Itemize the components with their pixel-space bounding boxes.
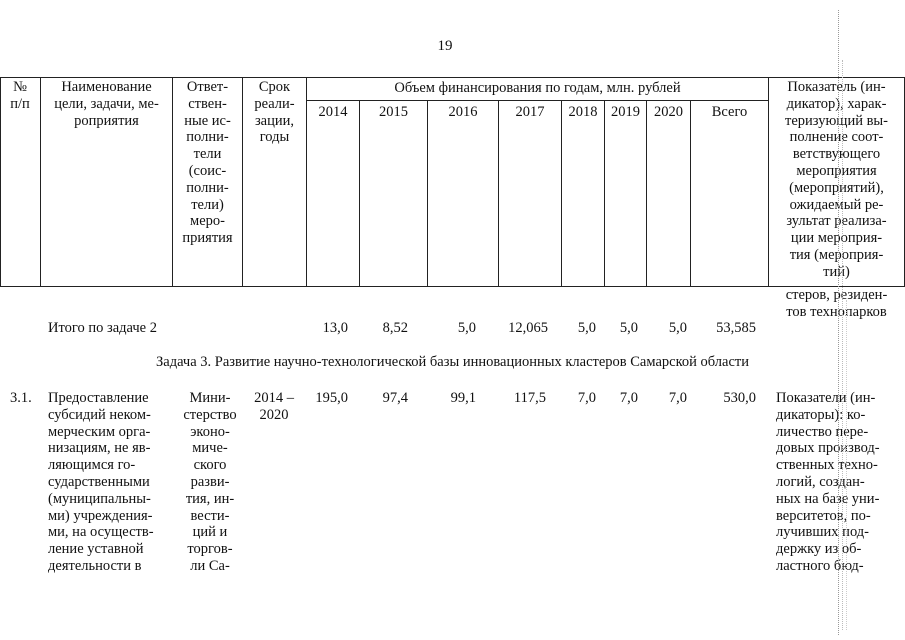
indicator-carryover: стеров, резиден- тов технопарков <box>785 287 888 320</box>
row-value-total: 530,0 <box>723 390 756 406</box>
total-value-2014: 13,0 <box>322 320 348 336</box>
task-3-title: Задача 3. Развитие научно-технологической базы инновационных кластеров Самарской области <box>156 354 749 370</box>
row-value-2017: 117,5 <box>513 390 546 406</box>
header-year-2019: 2019 <box>611 104 640 120</box>
header-indicator: Показатель (ин- дикатор), харак- теризующий вы- полнение соот- ветствующего мероприятия (мероприятий), ожидаемый ре- зультат реализа- ции мероприя- тия (мероприя- тий) <box>784 79 888 280</box>
page-number: 19 <box>437 38 453 54</box>
row-value-2020: 7,0 <box>668 390 687 406</box>
row-indicator: Показатели (ин- дикаторы): ко- личество пере- довых производ- ственных техно- логий, создан- ных на базе уни- верситетов, по- лучивших под- держку из об- ластного бюд- <box>776 390 880 574</box>
header-number: № п/п <box>10 79 30 112</box>
row-value-2015: 97,4 <box>382 390 408 406</box>
header-year-2017: 2017 <box>515 104 545 120</box>
total-value-2017: 12,065 <box>508 320 548 336</box>
row-value-2014: 195,0 <box>315 390 348 406</box>
row-name: Предоставление субсидий неком- мерческим орга- низациям, не яв- ляющимся го- сударственными (муниципальны- ми) учреждения- ми, на осуществ- ление уставной деятельности в <box>48 390 154 574</box>
header-year-2014: 2014 <box>318 104 348 120</box>
row-responsible: Мини- стерство эконо- миче- ского разви- тия, ин- вести- ций и торгов- ли Са- <box>183 390 237 574</box>
header-funding: Объем финансирования по годам, млн. рублей <box>394 80 681 96</box>
total-value-2018: 5,0 <box>577 320 596 336</box>
header-year-2020: 2020 <box>654 104 683 120</box>
total-row-label: Итого по задаче 2 <box>48 320 157 336</box>
header-responsible: Ответ- ствен- ные ис- полни- тели (соис- полни- тели) меро- приятия <box>182 79 233 247</box>
total-value-2015: 8,52 <box>382 320 408 336</box>
row-deadline: 2014 – 2020 <box>254 390 294 423</box>
row-value-2019: 7,0 <box>619 390 638 406</box>
row-value-2018: 7,0 <box>577 390 596 406</box>
header-deadline: Срок реали- зации, годы <box>254 79 295 146</box>
header-year-2015: 2015 <box>379 104 408 120</box>
header-year-2018: 2018 <box>568 104 598 120</box>
row-value-2016: 99,1 <box>450 390 476 406</box>
header-total: Всего <box>711 104 748 120</box>
total-value-2019: 5,0 <box>619 320 638 336</box>
total-value-2016: 5,0 <box>457 320 476 336</box>
header-name: Наименование цели, задачи, ме- роприятия <box>54 79 159 129</box>
row-number: 3.1. <box>10 390 32 406</box>
total-value-2020: 5,0 <box>668 320 687 336</box>
header-year-2016: 2016 <box>448 104 478 120</box>
total-value-sum: 53,585 <box>716 320 756 336</box>
